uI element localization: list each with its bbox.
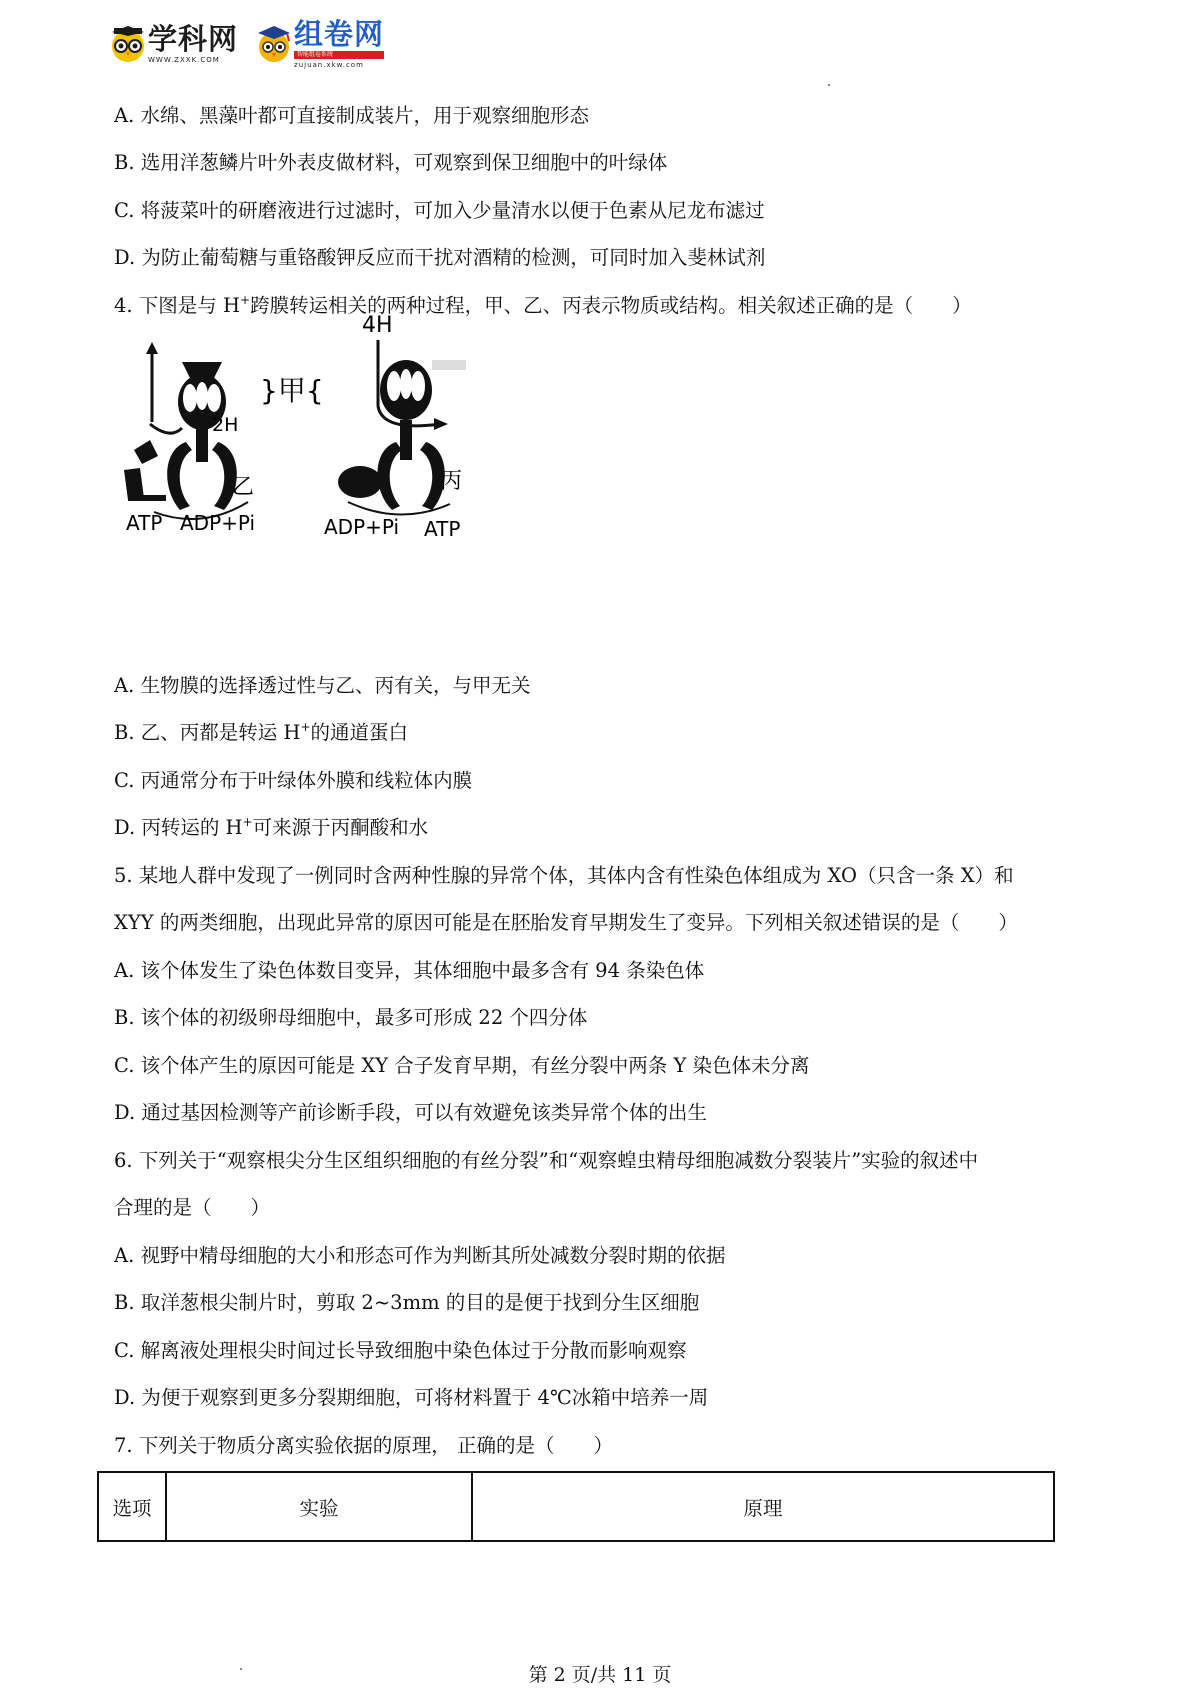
q6-option-c: C. 解离液处理根尖时间过长导致细胞中染色体过于分散而影响观察 <box>114 1339 687 1362</box>
label-bing: 丙 <box>440 469 463 494</box>
logo2-url: zujuan.xkw.com <box>294 60 364 69</box>
q6-stem-line1: 6. 下列关于“观察根尖分生区组织细胞的有丝分裂”和“观察蝗虫精母细胞减数分裂装片”实验的叙述中 <box>114 1149 979 1172</box>
q3-option-b: B. 选用洋葱鳞片叶外表皮做材料，可观察到保卫细胞中的叶绿体 <box>114 151 668 174</box>
q6-option-a: A. 视野中精母细胞的大小和形态可作为判断其所处减数分裂时期的依据 <box>114 1244 726 1267</box>
q5-option-a: A. 该个体发生了染色体数目变异，其体细胞中最多含有 94 条染色体 <box>114 959 705 982</box>
logo2-name: 组卷网 <box>294 16 385 51</box>
label-4h: 4H <box>362 313 393 338</box>
q4-option-b <box>114 720 409 744</box>
right-adp-label: ADP+Pi <box>324 515 400 539</box>
q5-stem-line2: XYY 的两类细胞，出现此异常的原因可能是在胚胎发育早期发生了变异。下列相关叙述错误的是（ ） <box>114 911 1018 934</box>
logo1-name: 学科网 <box>148 21 239 56</box>
q4-option-d <box>114 815 429 839</box>
q3-option-c: C. 将菠菜叶的研磨液进行过滤时，可加入少量清水以便于色素从尼龙布滤过 <box>114 199 765 222</box>
q4-stem-part1: 4. 下图是与 H <box>114 294 241 317</box>
q4-option-b-part1: B. 乙、丙都是转运 H <box>114 721 301 744</box>
label-yi: 乙 <box>232 475 255 500</box>
left-adp-label: ADP+Pi <box>180 511 256 535</box>
h-plus-superscript: + <box>242 815 253 829</box>
label-2h: 2H <box>212 414 239 436</box>
h-plus-superscript: + <box>300 720 311 734</box>
q6-stem-line2: 合理的是（ ） <box>114 1196 271 1219</box>
header-principle: 原理 <box>472 1472 1054 1541</box>
logo1-url: WWW.ZXXK.COM <box>148 55 220 64</box>
header-option: 选项 <box>98 1472 166 1541</box>
q5-option-b: B. 该个体的初级卵母细胞中，最多可形成 22 个四分体 <box>114 1006 588 1029</box>
page-footer: 第 2 页/共 11 页 <box>528 1664 672 1686</box>
q4-option-b-part2: 的通道蛋白 <box>310 721 409 744</box>
h-transport-diagram <box>110 313 530 600</box>
q4-option-d-part1: D. 丙转运的 H <box>114 816 243 839</box>
q5-option-d: D. 通过基因检测等产前诊断手段，可以有效避免该类异常个体的出生 <box>114 1101 707 1124</box>
owl-graduate-icon <box>254 24 294 64</box>
q4-option-a: A. 生物膜的选择透过性与乙、丙有关，与甲无关 <box>114 674 531 697</box>
q6-option-b: B. 取洋葱根尖制片时，剪取 2~3mm 的目的是便于找到分生区细胞 <box>114 1291 700 1314</box>
header-experiment: 实验 <box>166 1472 472 1541</box>
right-atp-label: ATP <box>424 517 461 541</box>
q4-stem <box>114 293 972 317</box>
label-jia: }甲{ <box>260 374 324 407</box>
table-header-row <box>98 1472 1054 1541</box>
left-atp-label: ATP <box>126 511 163 535</box>
q4-stem-part2: 跨膜转运相关的两种过程，甲、乙、丙表示物质或结构。相关叙述正确的是（ ） <box>250 294 972 317</box>
zujuanwang-logo[interactable] <box>254 16 385 69</box>
q4-option-c: C. 丙通常分布于叶绿体外膜和线粒体内膜 <box>114 769 473 792</box>
header-logos <box>108 18 400 70</box>
q5-option-c: C. 该个体产生的原因可能是 XY 合子发育早期，有丝分裂中两条 Y 染色体未分离 <box>114 1054 810 1077</box>
xuekewang-logo[interactable] <box>108 21 239 64</box>
h-plus-superscript: + <box>240 293 251 307</box>
q7-table <box>97 1471 1055 1542</box>
q6-option-d: D. 为便于观察到更多分裂期细胞，可将材料置于 4℃冰箱中培养一周 <box>114 1386 709 1409</box>
q3-option-a: A. 水绵、黑藻叶都可直接制成装片，用于观察细胞形态 <box>114 104 589 127</box>
owl-mascot-icon <box>108 24 148 64</box>
q7-stem: 7. 下列关于物质分离实验依据的原理， 正确的是（ ） <box>114 1434 614 1457</box>
q5-stem-line1: 5. 某地人群中发现了一例同时含两种性腺的异常个体，其体内含有性染色体组成为 XO（只含一条 X）和 <box>114 864 1014 887</box>
q3-option-d: D. 为防止葡萄糖与重铬酸钾反应而干扰对酒精的检测，可同时加入斐林试剂 <box>114 246 766 269</box>
scan-speck <box>828 84 830 86</box>
logo2-tag: 智能组卷系统 <box>294 51 384 59</box>
q4-option-d-part2: 可来源于丙酮酸和水 <box>252 816 429 839</box>
